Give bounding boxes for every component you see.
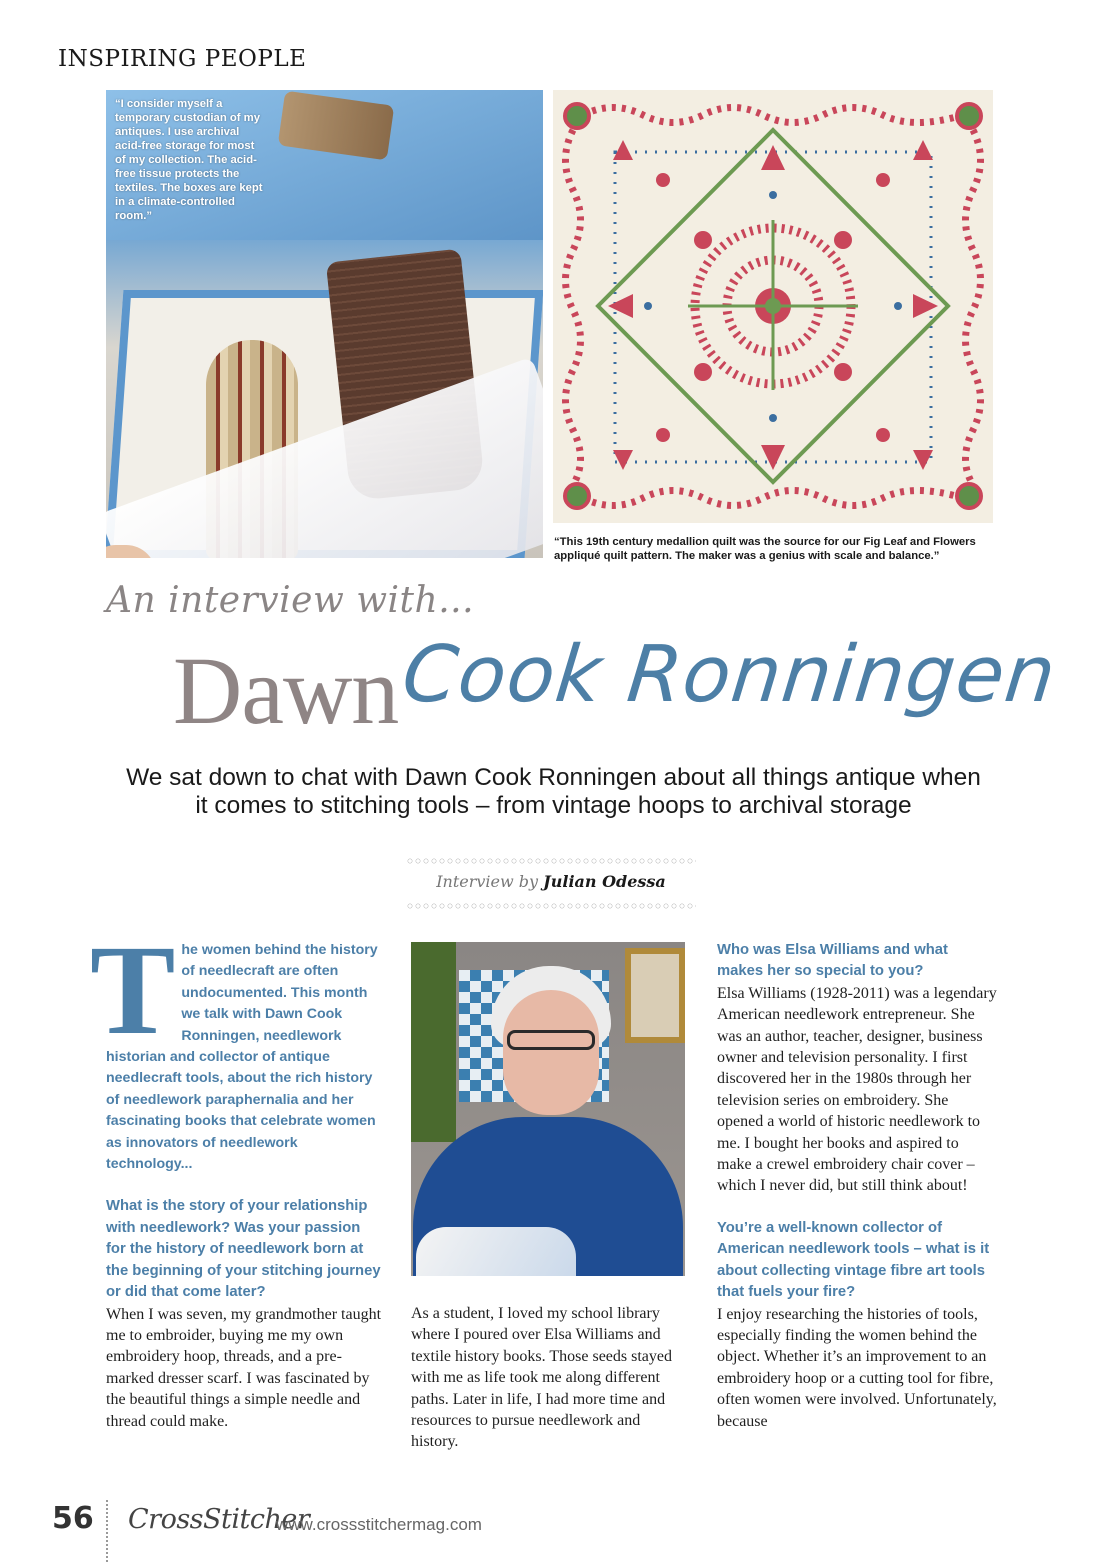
- question-2: Who was Elsa Williams and what makes her so special to you?: [717, 942, 948, 980]
- storage-photo-caption: “I consider myself a temporary custodian of my antiques. I use archival acid-free storage for most of my collection. The acid-free tissue protects the textiles. The boxes are kept in a climate-controlled room.”: [115, 98, 263, 222]
- byline-divider-bottom: [406, 902, 696, 910]
- dropcap: T: [90, 919, 176, 1061]
- answer-1-part-2: As a student, I loved my school library where I poured over Elsa Williams and textile history books. Those seeds stayed with me as life took me along different paths. Later in life, I had more time and resources to pursue needlework and history.: [411, 1305, 672, 1451]
- headline-last-name: Cook Ronningen: [398, 630, 1061, 720]
- glasses: [507, 1030, 595, 1050]
- answer-2: Elsa Williams (1928-2011) was a legendary American needlework entrepreneur. She was an author, teacher, designer, business owner and television personality. I first discovered her in the 1980s through her television series on embroidery. She opened a world of historic needlework to me. I bought her books and aspired to make a crewel embroidery chair cover – which I never did, but still think about!: [717, 984, 997, 1195]
- headline-kicker: An interview with...: [106, 580, 475, 621]
- portrait-photo: [411, 942, 685, 1276]
- answer-3: I enjoy researching the histories of tools, especially finding the women behind the object. Whether it’s an improvement to an embroidery hoop or a cutting tool for fibre, often women were involved. Unfortunately, because: [717, 1305, 997, 1430]
- question-1: What is the story of your relationship with needlework? Was your passion for the history of needlework born at the beginning of your stitching journey or did that come later?: [106, 1198, 381, 1301]
- byline: [406, 872, 696, 891]
- byline-author: Julian Odessa: [543, 872, 666, 891]
- magazine-url[interactable]: www.crossstitchermag.com: [276, 1515, 482, 1534]
- toile-fabric: [416, 1227, 576, 1276]
- article-intro: [90, 919, 384, 1175]
- face: [503, 990, 599, 1115]
- storage-photo: [106, 90, 543, 558]
- byline-divider-top: [406, 857, 696, 865]
- plant: [411, 942, 456, 1142]
- magazine-logo: CrossStitcher: [128, 1504, 310, 1535]
- article-column-1: [90, 919, 384, 1432]
- quilt-photo-caption: “This 19th century medallion quilt was the source for our Fig Leaf and Flowers appliqué quilt pattern. The maker was a genius with scale and balance.”: [554, 536, 976, 562]
- sampler-frame: [625, 948, 685, 1043]
- intro-text: he women behind the history of needlecraft are often undocumented. This month we talk with Dawn Cook Ronningen, needlework historian and collector of antique needlecraft tools, about the rich history of needlework paraphernalia and her fascinating books that celebrate women as innovators of needlework technology...: [106, 942, 378, 1173]
- standfirst: We sat down to chat with Dawn Cook Ronningen about all things antique when it comes to stitching tools – from vintage hoops to archival storage: [126, 764, 981, 819]
- article-column-3: [717, 940, 997, 1432]
- footer-divider: [106, 1500, 108, 1562]
- section-label: INSPIRING PEOPLE: [58, 46, 307, 72]
- medallion-quilt-photo: [553, 90, 993, 523]
- quilt-pattern: [553, 90, 993, 523]
- headline-first-name: Dawn: [173, 637, 399, 744]
- page-number: 56: [52, 1501, 94, 1536]
- answer-1-part-1: When I was seven, my grandmother taught me to embroider, buying me my own embroidery hoop, threads, and a pre-marked dresser scarf. I was fascinated by the beautiful things a simple needle and thread could make.: [106, 1305, 382, 1430]
- question-3: You’re a well-known collector of American needlework tools – what is it about collecting vintage fibre art tools that fuels your fire?: [717, 1219, 990, 1301]
- byline-prefix: Interview by: [436, 872, 539, 891]
